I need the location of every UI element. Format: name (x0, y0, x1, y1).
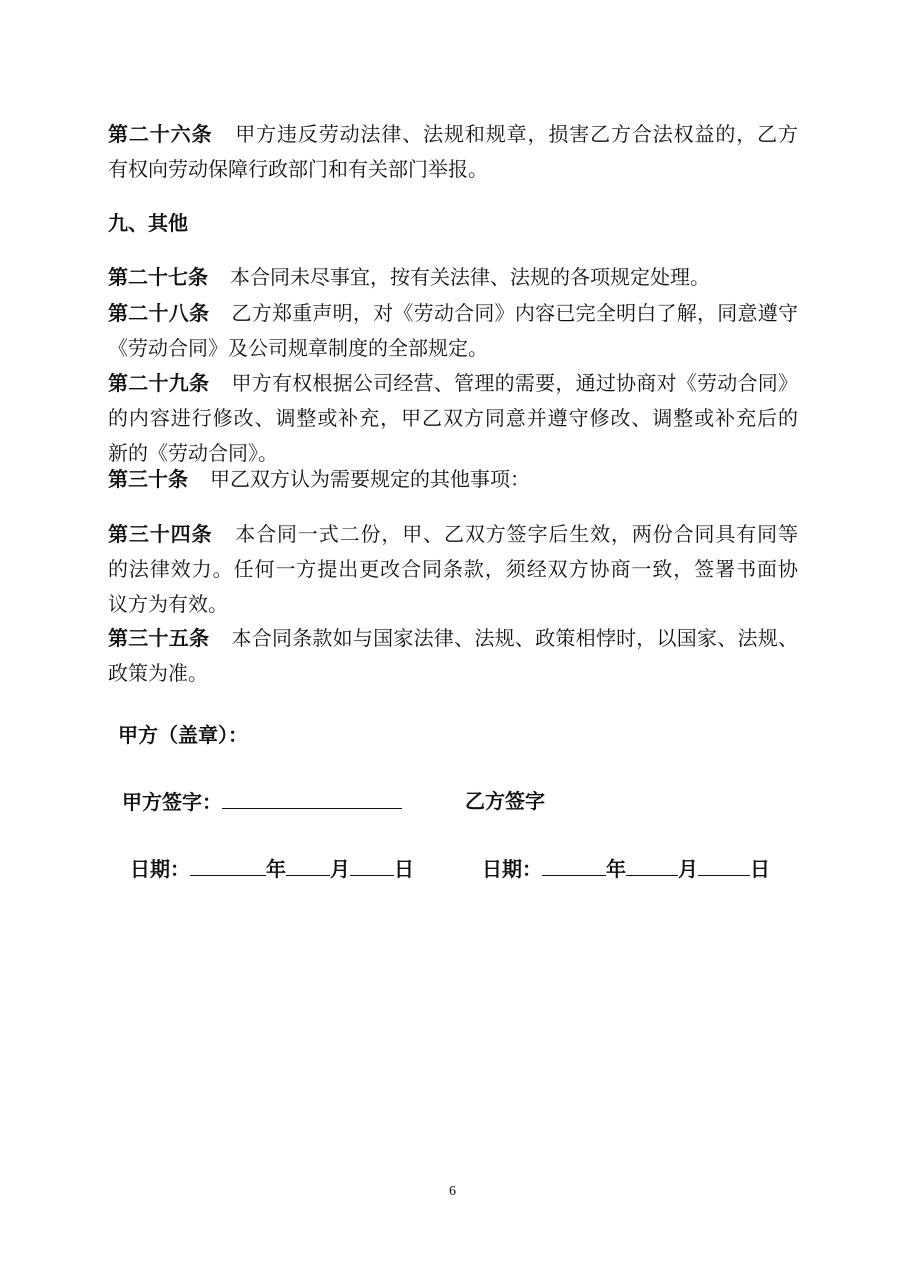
article-30-line-1 (108, 462, 530, 496)
article-29-text: 甲方有权根据公司经营、管理的需要，通过协商对《劳动合同》 (231, 371, 799, 395)
party-a-month-label: 月 (330, 857, 350, 881)
party-b-sign-label: 乙方签字 (465, 789, 545, 813)
article-27-text: 本合同未尽事宜，按有关法律、法规的各项规定处理。 (230, 265, 710, 289)
article-28-line-2: 《劳动合同》及公司规章制度的全部规定。 (108, 336, 488, 360)
party-a-sign-label: 甲方签字： (122, 790, 222, 814)
article-28-text: 乙方郑重声明，对《劳动合同》内容已完全明白了解，同意遵守 (231, 301, 799, 325)
party-a-day-label: 日 (394, 857, 414, 881)
article-34-line-3: 议方为有效。 (108, 592, 228, 616)
party-a-sign-row (122, 784, 402, 819)
article-34-line-1 (108, 517, 798, 551)
article-26-label: 第二十六条 (108, 122, 213, 146)
article-35-line-1 (108, 621, 798, 655)
party-b-date-label: 日期： (482, 857, 542, 881)
article-26-text: 甲方违反劳动法律、法规和规章，损害乙方合法权益的，乙方 (234, 122, 798, 146)
article-34-line-2: 的法律效力。任何一方提出更改合同条款，须经双方协商一致，签署书面协 (108, 557, 798, 581)
party-a-year-blank[interactable] (190, 851, 266, 876)
article-29-label: 第二十九条 (108, 371, 210, 395)
party-a-day-blank[interactable] (350, 851, 394, 876)
party-b-day-label: 日 (750, 857, 770, 881)
article-35-label: 第三十五条 (108, 626, 210, 650)
article-28-line-1 (108, 296, 798, 330)
section-heading: 九、其他 (108, 211, 188, 235)
party-a-sign-blank[interactable] (222, 784, 402, 809)
party-b-date-row (482, 851, 770, 886)
party-b-month-blank[interactable] (626, 851, 678, 876)
article-35-text: 本合同条款如与国家法律、法规、政策相悖时，以国家、法规、 (231, 626, 799, 650)
article-34-text: 本合同一式二份，甲、乙双方签字后生效，两份合同具有同等 (234, 522, 798, 546)
party-a-date-row (130, 851, 414, 886)
article-35-line-2: 政策为准。 (108, 661, 208, 685)
article-27-label: 第二十七条 (108, 265, 208, 289)
party-a-year-label: 年 (266, 857, 286, 881)
party-b-day-blank[interactable] (698, 851, 750, 876)
party-b-year-label: 年 (606, 857, 626, 881)
party-a-seal-label: 甲方（盖章）： (118, 723, 248, 747)
article-26-line-2: 有权向劳动保障行政部门和有关部门举报。 (108, 157, 488, 181)
party-a-month-blank[interactable] (286, 851, 330, 876)
party-a-date-label: 日期： (130, 857, 190, 881)
party-b-year-blank[interactable] (542, 851, 606, 876)
article-30-text: 甲乙双方认为需要规定的其他事项： (210, 467, 530, 491)
page-number: 6 (449, 1184, 456, 1199)
article-27-line-1 (108, 260, 710, 294)
article-29-line-2: 的内容进行修改、调整或补充，甲乙双方同意并遵守修改、调整或补充后的 (108, 406, 798, 430)
party-b-month-label: 月 (678, 857, 698, 881)
article-29-line-1 (108, 366, 798, 400)
article-28-label: 第二十八条 (108, 301, 210, 325)
article-29-line-3: 新的《劳动合同》。 (108, 441, 278, 465)
article-30-label: 第三十条 (108, 467, 188, 491)
article-34-label: 第三十四条 (108, 522, 213, 546)
article-26-line-1 (108, 117, 798, 151)
